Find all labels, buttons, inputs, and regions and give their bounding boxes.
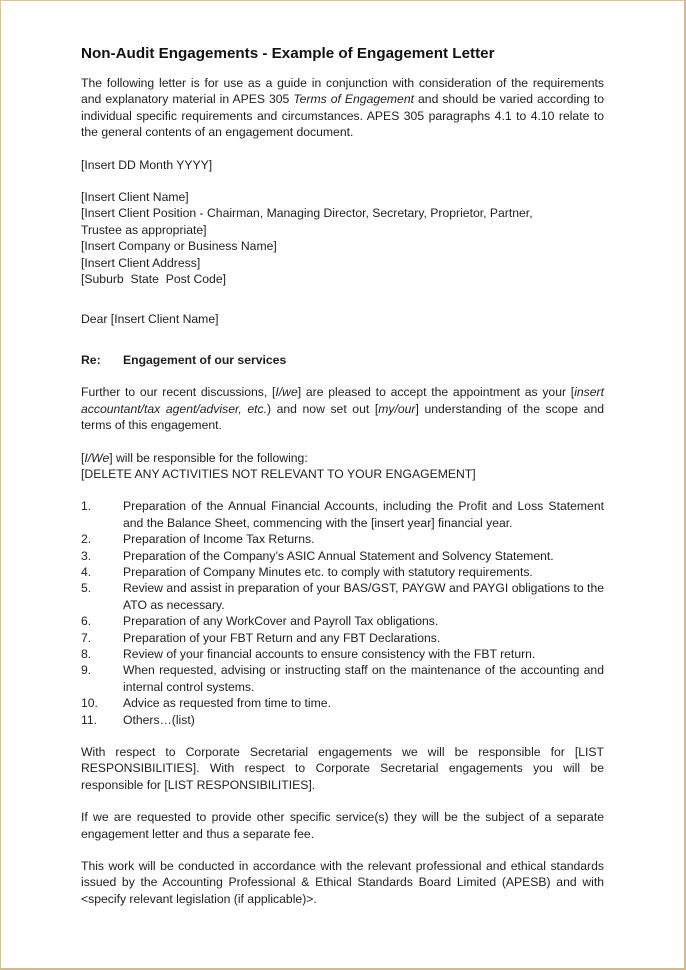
intro-text-cont: and should be varied according to individual specific requirements and circumstances. APES 305 paragraphs 4.1 to 4.10 relate to the general contents of an engagement document.	[81, 92, 604, 140]
task-text: Preparation of Income Tax Returns.	[123, 532, 315, 547]
italic-text: my/our	[378, 401, 416, 416]
text: ] will be responsible for the following:	[109, 450, 308, 465]
task-item	[81, 548, 604, 564]
italic-text: I/We	[84, 450, 110, 465]
further-paragraph	[81, 384, 604, 433]
address-line: [Insert Client Name]	[81, 190, 189, 205]
task-text: Advice as requested from time to time.	[123, 696, 331, 711]
task-text: Others…(list)	[123, 712, 195, 727]
task-item	[81, 630, 604, 646]
text: Further to our recent discussions, [	[81, 385, 276, 400]
task-text: Preparation of any WorkCover and Payroll Tax obligations.	[123, 614, 439, 629]
address-line: [Insert Client Address]	[81, 255, 201, 270]
text: ) and now set out [	[266, 401, 379, 416]
task-text: Preparation of Company Minutes etc. to comply with statutory requirements.	[123, 564, 533, 579]
document-page	[81, 45, 604, 907]
task-number: 11.	[81, 712, 98, 727]
responsible-intro	[81, 450, 604, 466]
task-text: Review of your financial accounts to ensure consistency with the FBT return.	[123, 646, 536, 661]
intro-paragraph	[81, 75, 604, 141]
italic-text: I/we	[275, 385, 298, 400]
other-services-paragraph: If we are requested to provide other specific service(s) they will be the subject of a separate engagement letter and thus a separate fee.	[81, 810, 604, 841]
task-number: 6.	[81, 614, 92, 629]
task-number: 9.	[81, 663, 92, 678]
task-item	[81, 712, 604, 728]
task-text: When requested, advising or instructing staff on the maintenance of the accounting and internal control systems.	[123, 663, 604, 694]
task-list	[81, 498, 604, 728]
text: ] understanding of the scope and terms of this engagement.	[81, 401, 604, 433]
task-item	[81, 531, 604, 547]
intro-text: The following letter is for use as a guide in conjunction with consideration of the requirements and explanatory material in APES 305	[81, 76, 604, 107]
address-line: [Insert Company or Business Name]	[81, 239, 277, 254]
task-text: Preparation of the Company’s ASIC Annual Statement and Solvency Statement.	[123, 548, 554, 563]
task-number: 5.	[81, 581, 92, 596]
re-subject: Engagement of our services	[123, 352, 287, 367]
task-number: 10.	[81, 696, 98, 711]
address-block	[81, 189, 604, 287]
task-number: 4.	[81, 564, 92, 579]
task-text: Review and assist in preparation of your BAS/GST, PAYGW and PAYGI obligations to the ATO as necessary.	[123, 581, 604, 612]
text: [	[81, 450, 85, 465]
task-item	[81, 646, 604, 662]
italic-text: insert accountant/tax agent/adviser, etc.	[81, 385, 604, 416]
task-item	[81, 662, 604, 695]
intro-italic-title: Terms of Engagement	[293, 92, 415, 107]
task-number: 7.	[81, 630, 92, 645]
document-title: Non-Audit Engagements - Example of Engagement Letter	[81, 45, 495, 62]
task-number: 2.	[81, 532, 92, 547]
re-line	[81, 352, 604, 368]
task-number: 3.	[81, 548, 92, 563]
date-placeholder: [Insert DD Month YYYY]	[81, 157, 213, 172]
task-item	[81, 695, 604, 711]
re-label: Re:	[81, 352, 101, 367]
task-number: 1.	[81, 499, 92, 514]
task-item	[81, 613, 604, 629]
task-text: Preparation of the Annual Financial Accounts, including the Profit and Loss Statement and the Balance Sheet, commencing with the [insert year] financial year.	[123, 499, 604, 530]
task-item	[81, 498, 604, 531]
standards-paragraph: This work will be conducted in accordance with the relevant professional and ethical standards issued by the Accounting Professional & Ethical Standards Board Limited (APESB) and with <specify relevant legislation (if applicable)>.	[81, 859, 604, 906]
salutation: Dear [Insert Client Name]	[81, 312, 219, 327]
text: ] are pleased to accept the appointment as your [	[297, 385, 575, 400]
address-line: [Insert Client Position - Chairman, Managing Director, Secretary, Proprietor, Partner, Trustee as appropriate]	[81, 206, 533, 237]
corporate-secretarial-paragraph: With respect to Corporate Secretarial engagements we will be responsible for [LIST RESPONSIBILITIES]. With respect to Corporate Secretarial engagements you will be responsible for [LIST RESPONSIBILITIES].	[81, 745, 604, 792]
task-text: Preparation of your FBT Return and any FBT Declarations.	[123, 630, 441, 645]
delete-note: [DELETE ANY ACTIVITIES NOT RELEVANT TO YOUR ENGAGEMENT]	[81, 466, 476, 481]
task-number: 8.	[81, 646, 92, 661]
address-line: [Suburb State Post Code]	[81, 272, 226, 287]
task-item	[81, 564, 604, 580]
task-item	[81, 580, 604, 613]
